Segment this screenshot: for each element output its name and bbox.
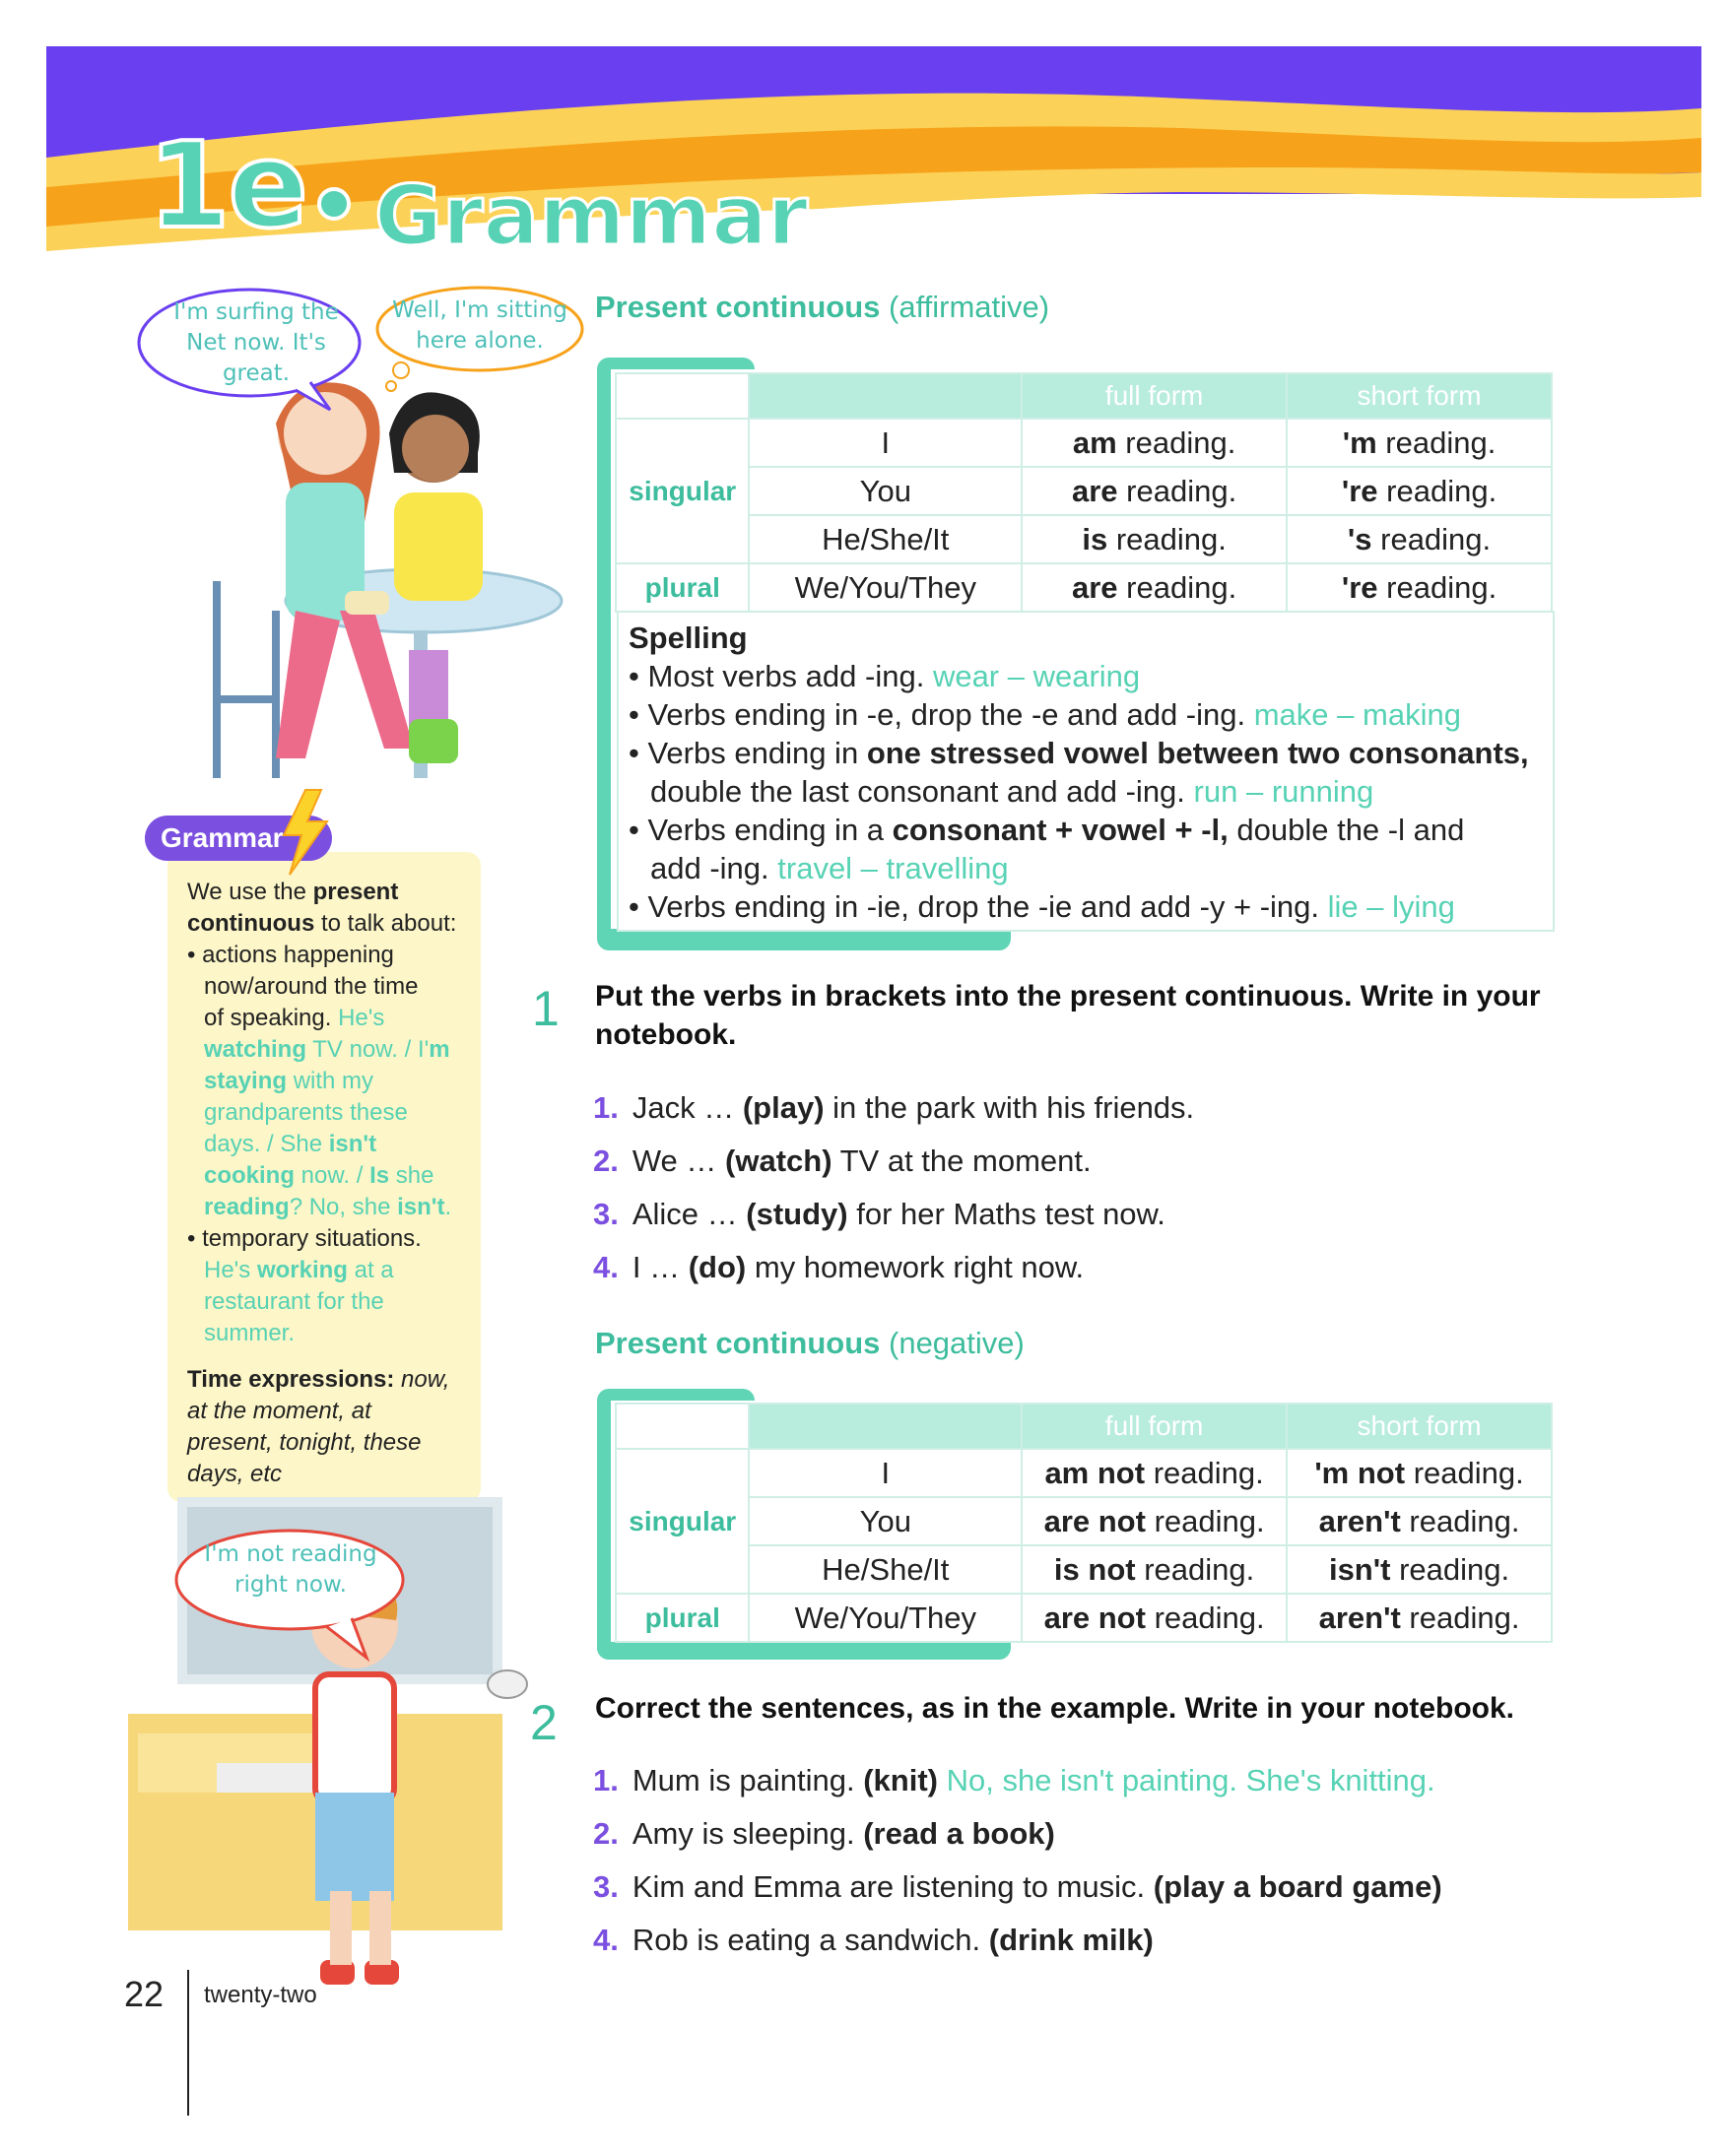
exercise-2-item: 4. Rob is eating a sandwich. (drink milk) [593, 1923, 1154, 1957]
exercise-2-item: 2. Amy is sleeping. (read a book) [593, 1816, 1055, 1851]
affirmative-full-cell: are reading. [1022, 563, 1287, 612]
affirmative-short-cell: 's reading. [1287, 515, 1552, 563]
exercise-2-item: 3. Kim and Emma are listening to music. (play a board game) [593, 1869, 1442, 1904]
grammar-note-line-12: • temporary situations. [187, 1225, 422, 1252]
spelling-rule-4-cont: add -ing. travel – travelling [650, 851, 1009, 885]
exercise-1-item: 2. We … (watch) TV at the moment. [593, 1143, 1092, 1178]
negative-pronoun: You [749, 1497, 1022, 1545]
affirmative-short-cell: 're reading. [1287, 467, 1552, 515]
grammar-note-line-3: • actions happening [187, 942, 394, 968]
speech-bubble-girl1: I'm surfing the Net now. It's great. [173, 299, 339, 386]
affirmative-short-cell: 're reading. [1287, 563, 1552, 612]
negative-plural-label: plural [616, 1594, 749, 1642]
affirmative-pronoun: We/You/They [749, 563, 1022, 612]
negative-pronoun: He/She/It [749, 1545, 1022, 1594]
affirmative-full-cell: is reading. [1022, 515, 1287, 563]
grammar-note-line-6: watching TV now. / I'm [204, 1036, 450, 1063]
exercise-1-item: 3. Alice … (study) for her Maths test now. [593, 1197, 1165, 1231]
grammar-note-line-4: now/around the time [204, 973, 419, 1000]
exercise-1-instruction-line-2: notebook. [595, 1018, 737, 1051]
grammar-note-line-10: cooking now. / Is she [204, 1162, 434, 1189]
affirmative-col-short: short form [1287, 373, 1552, 419]
grammar-note-line-7: staying with my [204, 1068, 374, 1094]
negative-singular-label: singular [616, 1449, 749, 1594]
page-number: 22 [124, 1974, 165, 2014]
footer-divider [187, 1970, 189, 2116]
spelling-rule-4: • Verbs ending in a consonant + vowel + -l, double the -l and [629, 813, 1465, 847]
spelling-title: Spelling [629, 621, 748, 655]
grammar-note-tab: Grammar [145, 816, 332, 861]
time-expressions-line-1: Time expressions: now, [187, 1366, 450, 1393]
negative-full-cell: are not reading. [1022, 1594, 1287, 1642]
title-bullet-dot [317, 187, 351, 221]
negative-short-cell: aren't reading. [1287, 1594, 1552, 1642]
affirmative-full-cell: are reading. [1022, 467, 1287, 515]
affirmative-col-full: full form [1022, 373, 1287, 419]
negative-pronoun: I [749, 1449, 1022, 1497]
spelling-rule-3-cont: double the last consonant and add -ing. run – running [650, 774, 1374, 809]
exercise-1-item: 4. I … (do) my homework right now. [593, 1250, 1085, 1284]
speech-bubble-boy: I'm not reading right now. [204, 1541, 377, 1598]
negative-short-cell: isn't reading. [1287, 1545, 1552, 1594]
grammar-note-line-15: summer. [204, 1320, 296, 1346]
grammar-note-line-8: grandparents these [204, 1099, 408, 1126]
time-expressions-line-3: present, tonight, these [187, 1429, 422, 1456]
spelling-rule-2: • Verbs ending in -e, drop the -e and add -ing. make – making [629, 697, 1461, 732]
grammar-note-line-1: We use the present [187, 879, 399, 905]
grammar-note-line-9: days. / She isn't [204, 1131, 377, 1157]
page-number-word: twenty-two [204, 1982, 317, 2008]
spelling-rule-5: • Verbs ending in -ie, drop the -ie and add -y + -ing. lie – lying [629, 889, 1455, 924]
grammar-note-line-14: restaurant for the [204, 1288, 384, 1315]
grammar-note-line-5: of speaking. He's [204, 1005, 385, 1031]
grammar-note-line-11: reading? No, she isn't. [204, 1194, 452, 1220]
exercise-1-instruction-line-1: Put the verbs in brackets into the present continuous. Write in your [595, 980, 1541, 1013]
negative-full-cell: is not reading. [1022, 1545, 1287, 1594]
negative-col-full: full form [1022, 1404, 1287, 1449]
spelling-rule-1: • Most verbs add -ing. wear – wearing [629, 659, 1141, 693]
affirmative-full-cell: am reading. [1022, 419, 1287, 467]
exercise-1-item: 1. Jack … (play) in the park with his friends. [593, 1090, 1195, 1125]
time-expressions-line-2: at the moment, at [187, 1398, 371, 1424]
negative-full-cell: am not reading. [1022, 1449, 1287, 1497]
exercise-1-number: 1 [532, 981, 560, 1036]
time-expressions-line-4: days, etc [187, 1461, 283, 1487]
page-title: Grammar [374, 167, 809, 264]
negative-col-short: short form [1287, 1404, 1552, 1449]
spelling-rule-3: • Verbs ending in one stressed vowel between two consonants, [629, 736, 1529, 770]
affirmative-heading: Present continuous (affirmative) [595, 290, 1050, 324]
affirmative-pronoun: You [749, 467, 1022, 515]
affirmative-table [615, 372, 1553, 613]
exercise-2-instruction: Correct the sentences, as in the example. Write in your notebook. [595, 1692, 1515, 1725]
negative-pronoun: We/You/They [749, 1594, 1022, 1642]
negative-full-cell: are not reading. [1022, 1497, 1287, 1545]
exercise-2-item: 1. Mum is painting. (knit) No, she isn't painting. She's knitting. [593, 1763, 1435, 1797]
unit-number: 1e [148, 118, 306, 255]
affirmative-pronoun: I [749, 419, 1022, 467]
negative-table [615, 1403, 1553, 1643]
negative-short-cell: 'm not reading. [1287, 1449, 1552, 1497]
exercise-2-number: 2 [530, 1695, 558, 1750]
speech-bubble-girl2: Well, I'm sitting here alone. [392, 297, 567, 354]
affirmative-singular-label: singular [616, 419, 749, 563]
negative-short-cell: aren't reading. [1287, 1497, 1552, 1545]
negative-heading: Present continuous (negative) [595, 1326, 1025, 1360]
affirmative-short-cell: 'm reading. [1287, 419, 1552, 467]
spelling-box [617, 611, 1555, 932]
grammar-note-line-13: He's working at a [204, 1257, 394, 1283]
affirmative-plural-label: plural [616, 563, 749, 612]
lightning-icon [276, 788, 335, 877]
affirmative-pronoun: He/She/It [749, 515, 1022, 563]
grammar-note-line-2: continuous to talk about: [187, 910, 457, 937]
